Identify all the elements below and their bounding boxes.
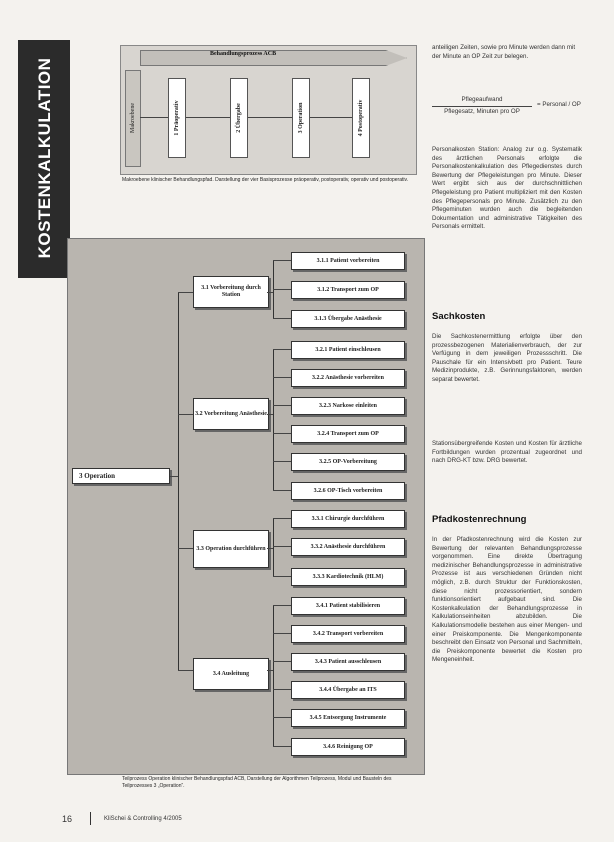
root-connector (170, 476, 178, 477)
paragraph-overhead: Stationsübergreifende Kosten und Kosten für ärztliche Fortbildungen wurden prozentual zugeordnet und nach DRG-KT bzw. DRG bewertet. (432, 440, 582, 465)
leaf-node: 3.1.1 Patient vorbereiten (291, 252, 405, 270)
phase-box-1 (168, 78, 186, 158)
leaf-node: 3.2.2 Anästhesie vorbereiten (291, 369, 405, 387)
leaf-node: 3.4.2 Transport vorbereiten (291, 625, 405, 643)
paragraph-personnel: Personalkosten Station: Analog zur o.g. Systematik des ärztlichen Personals erfolgte die Personalkostenkalkulation des Pflegedienstes durch Bewertung der Pflegeleistungen pro Minute. Dieser Wert ergibt sich aus der durchschnittlichen Pflegeleistung pro Patient multipliziert mit den Kosten des Pflegepersonals pro Minute. Zusätzlich zu den Pflegeminuten wurden auch die begleitenden Dokumentation und administrative Tätigkeiten des Personals ermittelt. (432, 146, 582, 231)
leaf-tick (273, 349, 291, 350)
leaf-tick (273, 289, 291, 290)
formula-fraction-line (432, 106, 532, 107)
group-connector (178, 670, 193, 671)
leaf-spine (273, 518, 274, 576)
leaf-node: 3.4.4 Übergabe an ITS (291, 681, 405, 699)
leaf-node: 3.4.6 Reinigung OP (291, 738, 405, 756)
formula-denominator: Pflegesatz, Minuten pro OP (444, 108, 520, 115)
leaf-tick (273, 518, 291, 519)
leaf-node: 3.2.4 Transport zum OP (291, 425, 405, 443)
leaf-tick (273, 576, 291, 577)
leaf-tick (273, 260, 291, 261)
leaf-node: 3.2.6 OP-Tisch vorbereiten (291, 482, 405, 500)
leaf-node: 3.4.1 Patient stabilisieren (291, 597, 405, 615)
paragraph-material: Die Sachkostenermittlung erfolgte über den prozessbezogenen Materialienverbrauch, der zur Verfügung in dem jeweiligen Prozessschritt. Die Pauschale für ein Intensivbett pro Patient. Teure Medizinprodukte, z.B. Gerinnungsfaktoren, werden separat bewertet. (432, 333, 582, 383)
leaf-node: 3.1.3 Übergabe Anästhesie (291, 310, 405, 328)
leaf-tick (273, 377, 291, 378)
main-process-box (125, 70, 141, 167)
journal-name: KliSchei & Controlling 4/2005 (104, 816, 182, 822)
leaf-tick (273, 661, 291, 662)
group-connector (178, 548, 193, 549)
diagram-caption: Teilprozess Operation klinischer Behandlungspfad ACB, Darstellung der Algorithmen Teilprozess, Modul und Bausteln des Teilprozesses 3 „Operation“. (122, 776, 392, 789)
group-node-2: 3.2 Vorbereitung Anästhesie (193, 398, 269, 430)
leaf-node: 3.3.1 Chirurgie durchführen (291, 510, 405, 528)
leaf-node: 3.3.2 Anästhesie durchführen (291, 538, 405, 556)
group-connector (178, 292, 193, 293)
leaf-spine (273, 605, 274, 746)
main-process-label: Makroebene (130, 103, 136, 133)
phase-label-4: 4 Postoperativ (358, 99, 364, 137)
leaf-tick (273, 461, 291, 462)
paragraph-path-costing: In der Pfadkostenrechnung wird die Kosten zur Bewertung der relevanten Behandlungsprozesse vorgenommen. Eine direkte Übertragung medizinischer Behandlungsprozesse in administrative Prozesse ist aus verschiedenen Gründen nicht möglich, z.B. durch Struktur der Funktionskosten, diese nicht prozessorientiert, sondern funktionsorientiert aufgebaut sind. Die Kostenkalkulation der Behandlungsprozesse in Kalkulationseinheiten abzubilden. Die Kalkulationsmodelle bestehen aus einer Mengen- und einer Preiskomponente. Die Mengenkomponente beschreibt den Einsatz von Personal und Sachmitteln, die Preiskomponente bewertet die Kosten pro Mengeneinheit. (432, 536, 582, 664)
group-connector (178, 414, 193, 415)
leaf-node: 3.2.3 Narkose einleiten (291, 397, 405, 415)
leaf-tick (273, 633, 291, 634)
leaf-node: 3.2.5 OP-Vorbereitung (291, 453, 405, 471)
leaf-tick (273, 746, 291, 747)
leaf-tick (273, 605, 291, 606)
leaf-tick (273, 318, 291, 319)
leaf-node: 3.4.5 Entsorgung Instrumente (291, 709, 405, 727)
leaf-tick (273, 490, 291, 491)
phase-box-3 (292, 78, 310, 158)
root-node: 3 Operation (72, 468, 170, 484)
leaf-node: 3.2.1 Patient einschleusen (291, 341, 405, 359)
page-number: 16 (62, 814, 73, 824)
heading-material-costs: Sachkosten (432, 311, 486, 322)
phase-box-4 (352, 78, 370, 158)
top-figure-caption: Makroebene klinischer Behandlungspfad. Darstellung der vier Basisprozesse präoperativ, postoperativ, operativ und postoperativ. (122, 177, 408, 183)
section-label: KOSTENKALKULATION (35, 57, 54, 259)
leaf-tick (273, 433, 291, 434)
group-node-1: 3.1 Vorbereitung durch Station (193, 276, 269, 308)
formula-numerator: Pflegeaufwand (461, 96, 503, 103)
leaf-tick (273, 405, 291, 406)
phase-label-1: 1 Präoperativ (174, 100, 180, 136)
phase-label-2: 2 Übergabe (236, 103, 242, 133)
intro-paragraph: anteiligen Zeiten, sowie pro Minute werden dann mit der Minute an OP Zeit zur belegen. (432, 44, 576, 60)
group-node-4: 3.4 Ausleitung (193, 658, 269, 690)
leaf-node: 3.1.2 Transport zum OP (291, 281, 405, 299)
leaf-tick (273, 717, 291, 718)
leaf-node: 3.4.3 Patient ausschleusen (291, 653, 405, 671)
footer-divider (90, 812, 91, 825)
phase-box-2 (230, 78, 248, 158)
group-spine (178, 292, 179, 670)
formula-result: = Personal / OP (537, 101, 581, 108)
leaf-node: 3.3.3 Kardiotechnik (HLM) (291, 568, 405, 586)
leaf-spine (273, 349, 274, 490)
leaf-tick (273, 689, 291, 690)
section-sidebar (18, 40, 70, 278)
phase-label-3: 3 Operation (298, 102, 304, 134)
leaf-tick (273, 546, 291, 547)
heading-path-costing: Pfadkostenrechnung (432, 514, 527, 525)
group-node-3: 3.3 Operation durchführen (193, 530, 269, 568)
process-arrow-label: Behandlungsprozess ACB (210, 51, 277, 57)
